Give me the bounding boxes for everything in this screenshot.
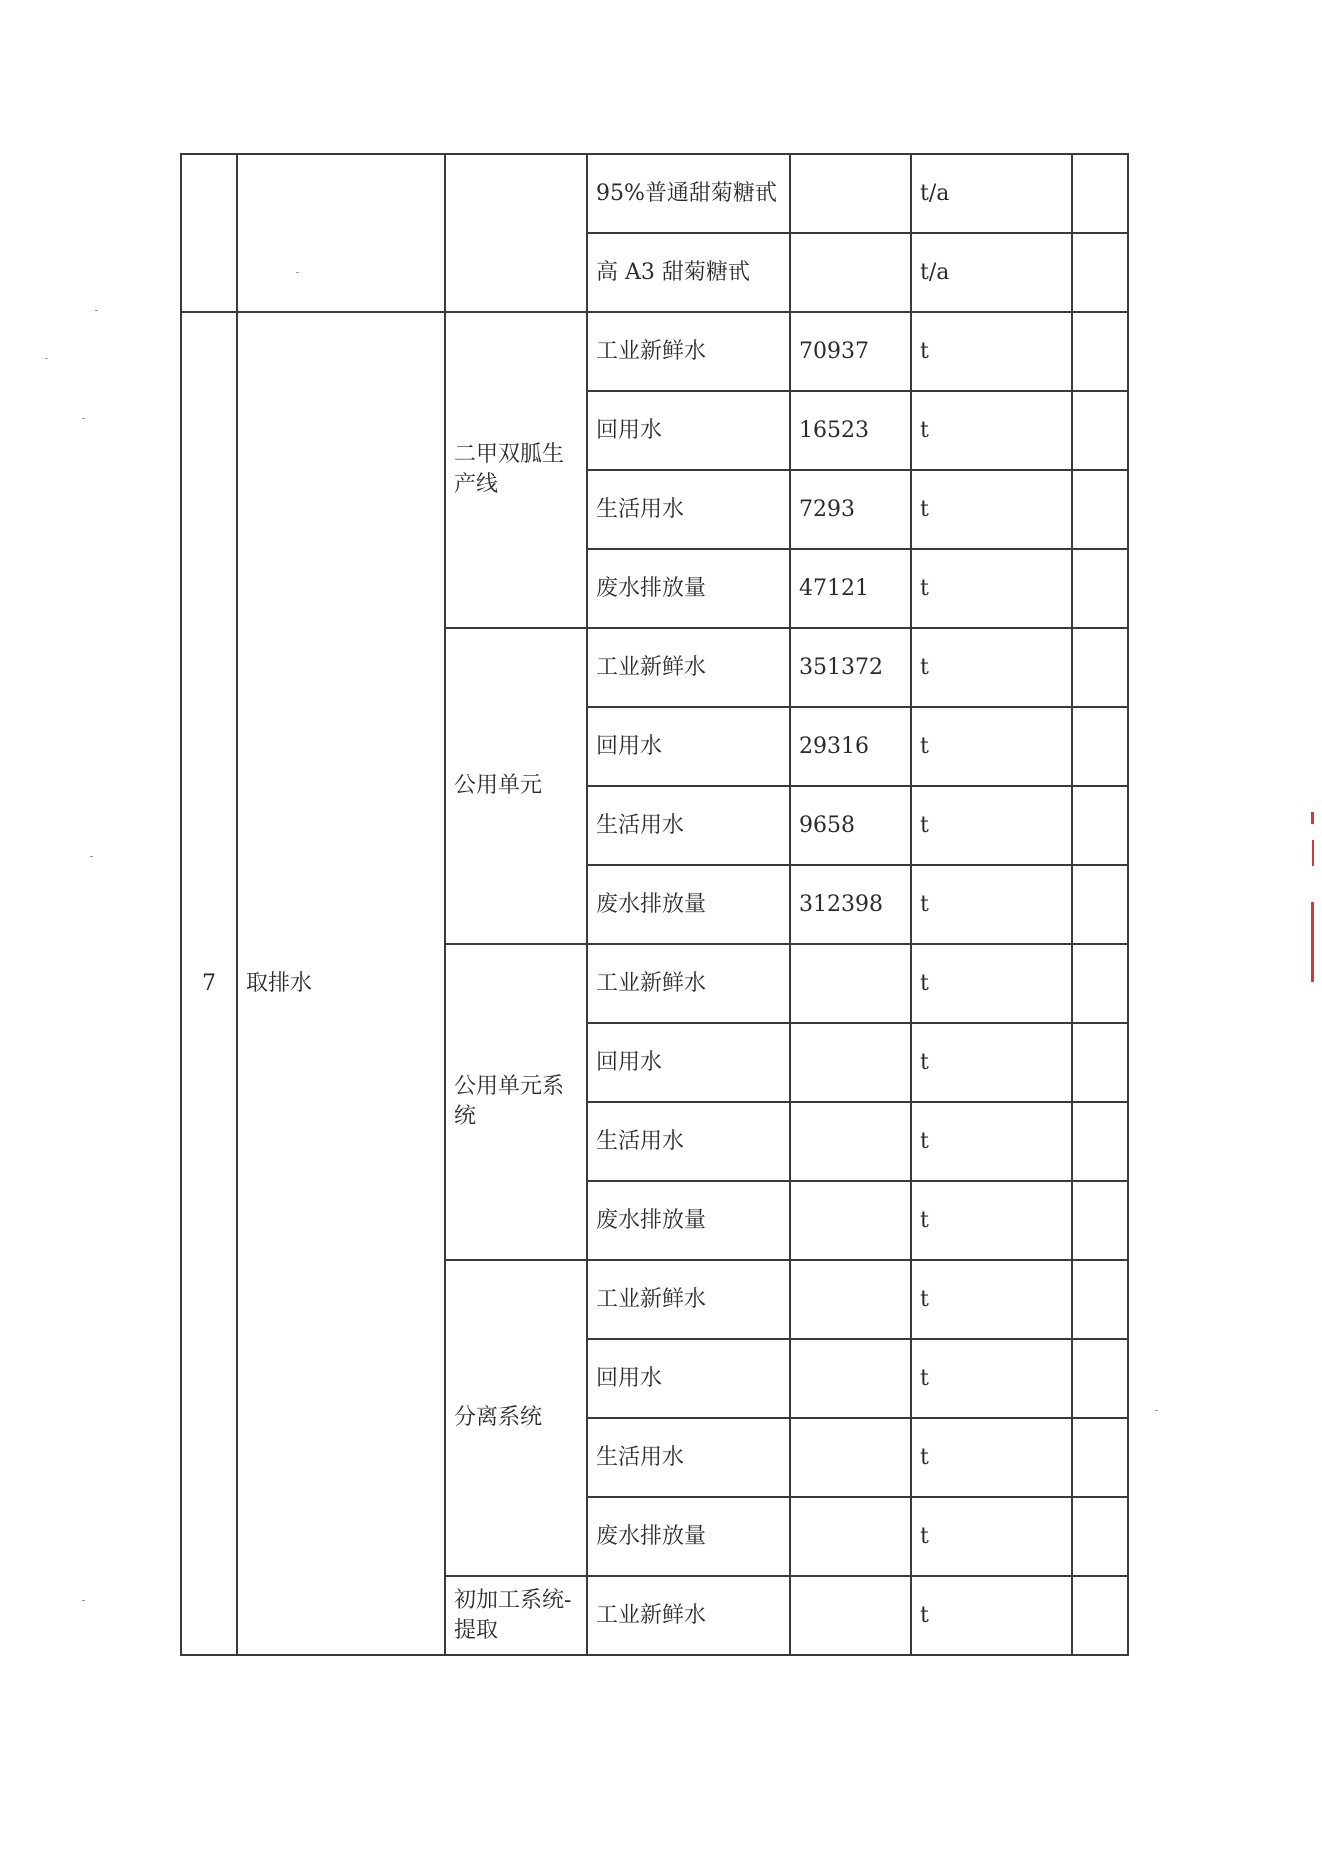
cell-value: [790, 1260, 911, 1339]
cell-remark: [1072, 549, 1128, 628]
cell-group-name: 公用单元: [445, 628, 587, 944]
cell-subgroup-empty: [445, 154, 587, 312]
cell-item: 废水排放量: [587, 865, 790, 944]
cell-no-empty: [181, 154, 237, 312]
cell-item: 高 A3 甜菊糖甙: [587, 233, 790, 312]
cell-unit: t: [911, 1102, 1072, 1181]
cell-unit: t: [911, 786, 1072, 865]
cell-section-no: 7: [181, 312, 237, 1655]
cell-value: [790, 1418, 911, 1497]
cell-item: 工业新鲜水: [587, 944, 790, 1023]
cell-unit: t: [911, 865, 1072, 944]
cell-unit: t: [911, 707, 1072, 786]
cell-item: 废水排放量: [587, 549, 790, 628]
cell-remark: [1072, 154, 1128, 233]
cell-unit: t: [911, 1418, 1072, 1497]
cell-section-category: 取排水: [237, 312, 445, 1655]
cell-remark: [1072, 944, 1128, 1023]
cell-remark: [1072, 1102, 1128, 1181]
cell-unit: t/a: [911, 154, 1072, 233]
cell-item: 生活用水: [587, 786, 790, 865]
cell-remark: [1072, 391, 1128, 470]
scan-speck: [45, 358, 48, 359]
table-row: [181, 154, 1128, 233]
cell-value: [790, 154, 911, 233]
cell-group-name: 公用单元系统: [445, 944, 587, 1260]
stamp-mark: [1311, 812, 1314, 824]
cell-unit: t: [911, 391, 1072, 470]
water-usage-table: [180, 153, 1129, 1656]
scan-speck: [1155, 1410, 1158, 1411]
cell-remark: [1072, 865, 1128, 944]
cell-remark: [1072, 1497, 1128, 1576]
cell-unit: t: [911, 1497, 1072, 1576]
cell-value: 16523: [790, 391, 911, 470]
cell-item: 工业新鲜水: [587, 312, 790, 391]
cell-group-name: 初加工系统-提取: [445, 1576, 587, 1655]
cell-group-name: 二甲双胍生产线: [445, 312, 587, 628]
cell-value: 70937: [790, 312, 911, 391]
scan-speck: [82, 418, 85, 419]
cell-value: [790, 1102, 911, 1181]
cell-item: 生活用水: [587, 470, 790, 549]
cell-unit: t: [911, 549, 1072, 628]
cell-unit: t: [911, 944, 1072, 1023]
cell-item: 废水排放量: [587, 1497, 790, 1576]
cell-item: 生活用水: [587, 1418, 790, 1497]
cell-remark: [1072, 1023, 1128, 1102]
cell-category-empty: [237, 154, 445, 312]
cell-remark: [1072, 707, 1128, 786]
cell-remark: [1072, 1260, 1128, 1339]
cell-unit: t: [911, 1181, 1072, 1260]
cell-value: [790, 1339, 911, 1418]
scan-speck: [95, 310, 98, 311]
cell-value: 351372: [790, 628, 911, 707]
cell-value: [790, 1023, 911, 1102]
scan-speck: [90, 856, 93, 857]
cell-remark: [1072, 628, 1128, 707]
cell-item: 工业新鲜水: [587, 1576, 790, 1655]
cell-remark: [1072, 1418, 1128, 1497]
cell-item: 回用水: [587, 391, 790, 470]
cell-unit: t: [911, 1339, 1072, 1418]
cell-unit: t: [911, 628, 1072, 707]
cell-item: 95%普通甜菊糖甙: [587, 154, 790, 233]
cell-value: 29316: [790, 707, 911, 786]
cell-unit: t: [911, 1023, 1072, 1102]
cell-item: 废水排放量: [587, 1181, 790, 1260]
cell-remark: [1072, 786, 1128, 865]
cell-unit: t: [911, 312, 1072, 391]
cell-value: 9658: [790, 786, 911, 865]
cell-value: 7293: [790, 470, 911, 549]
table-row: [181, 312, 1128, 391]
cell-value: [790, 1576, 911, 1655]
scan-speck: [82, 1600, 85, 1601]
cell-unit: t: [911, 470, 1072, 549]
cell-item: 回用水: [587, 1023, 790, 1102]
cell-remark: [1072, 312, 1128, 391]
cell-unit: t: [911, 1576, 1072, 1655]
cell-group-name: 分离系统: [445, 1260, 587, 1576]
cell-value: [790, 233, 911, 312]
cell-item: 工业新鲜水: [587, 1260, 790, 1339]
cell-value: 312398: [790, 865, 911, 944]
cell-remark: [1072, 1576, 1128, 1655]
cell-value: [790, 1497, 911, 1576]
cell-item: 回用水: [587, 1339, 790, 1418]
cell-value: 47121: [790, 549, 911, 628]
scan-speck: [296, 272, 299, 273]
cell-value: [790, 1181, 911, 1260]
cell-remark: [1072, 470, 1128, 549]
cell-unit: t: [911, 1260, 1072, 1339]
cell-item: 生活用水: [587, 1102, 790, 1181]
cell-remark: [1072, 233, 1128, 312]
cell-value: [790, 944, 911, 1023]
cell-remark: [1072, 1181, 1128, 1260]
cell-item: 回用水: [587, 707, 790, 786]
cell-item: 工业新鲜水: [587, 628, 790, 707]
cell-remark: [1072, 1339, 1128, 1418]
stamp-mark: [1312, 840, 1314, 866]
cell-unit: t/a: [911, 233, 1072, 312]
stamp-mark: [1311, 902, 1314, 982]
